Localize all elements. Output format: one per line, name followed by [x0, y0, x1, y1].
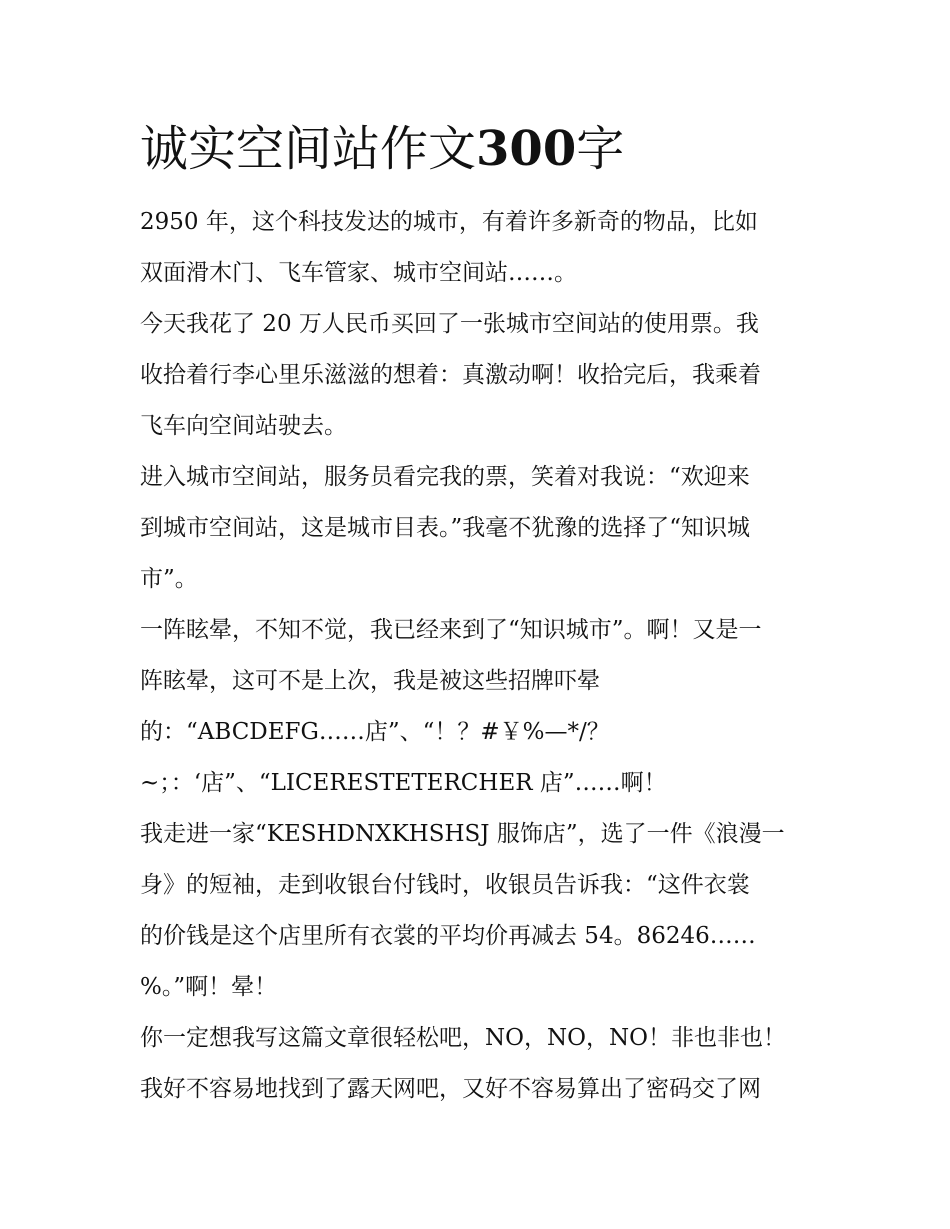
article-body	[140, 197, 820, 1115]
title-suffix: 字	[576, 121, 625, 177]
text-line: 我好不容易地找到了露天网吧，又好不容易算出了密码交了网	[140, 1076, 761, 1102]
text-line: 2950 年，这个科技发达的城市，有着许多新奇的物品，比如	[140, 209, 758, 235]
text-line: 的：“ABCDEFG……店”、“！？#￥%—*/？	[140, 719, 610, 745]
text-line: ~；：‘店”、“LICERESTETERCHER 店”……啊！	[140, 770, 667, 796]
text-line: %。”啊！晕！	[140, 974, 278, 1000]
title-prefix: 诚实空间站作文	[140, 121, 477, 177]
text-line: 的价钱是这个店里所有衣裳的平均价再减去 54。86246……	[140, 923, 756, 949]
page-title	[140, 118, 820, 180]
text-line: 身》的短袖，走到收银台付钱时，收银员告诉我：“这件衣裳	[140, 872, 750, 898]
text-line: 收拾着行李心里乐滋滋的想着：真激动啊！收拾完后，我乘着	[140, 362, 761, 388]
text-line: 我走进一家“KESHDNXKHSHSJ 服饰店”，选了一件《浪漫一	[140, 821, 785, 847]
document-page	[140, 118, 820, 1115]
text-line: 市”。	[140, 566, 198, 592]
text-line: 阵眩晕，这可不是上次，我是被这些招牌吓晕	[140, 668, 600, 694]
text-line: 飞车向空间站驶去。	[140, 413, 347, 439]
text-line: 双面滑木门、飞车管家、城市空间站……。	[140, 260, 577, 286]
text-line: 一阵眩晕，不知不觉，我已经来到了“知识城市”。啊！又是一	[140, 617, 762, 643]
text-line: 进入城市空间站，服务员看完我的票，笑着对我说：“欢迎来	[140, 464, 750, 490]
text-line: 到城市空间站，这是城市目表。”我毫不犹豫的选择了“知识城	[140, 515, 751, 541]
text-line: 今天我花了 20 万人民币买回了一张城市空间站的使用票。我	[140, 311, 759, 337]
title-number: 300	[476, 121, 577, 177]
text-line: 你一定想我写这篇文章很轻松吧，NO，NO，NO！非也非也！	[140, 1025, 786, 1051]
